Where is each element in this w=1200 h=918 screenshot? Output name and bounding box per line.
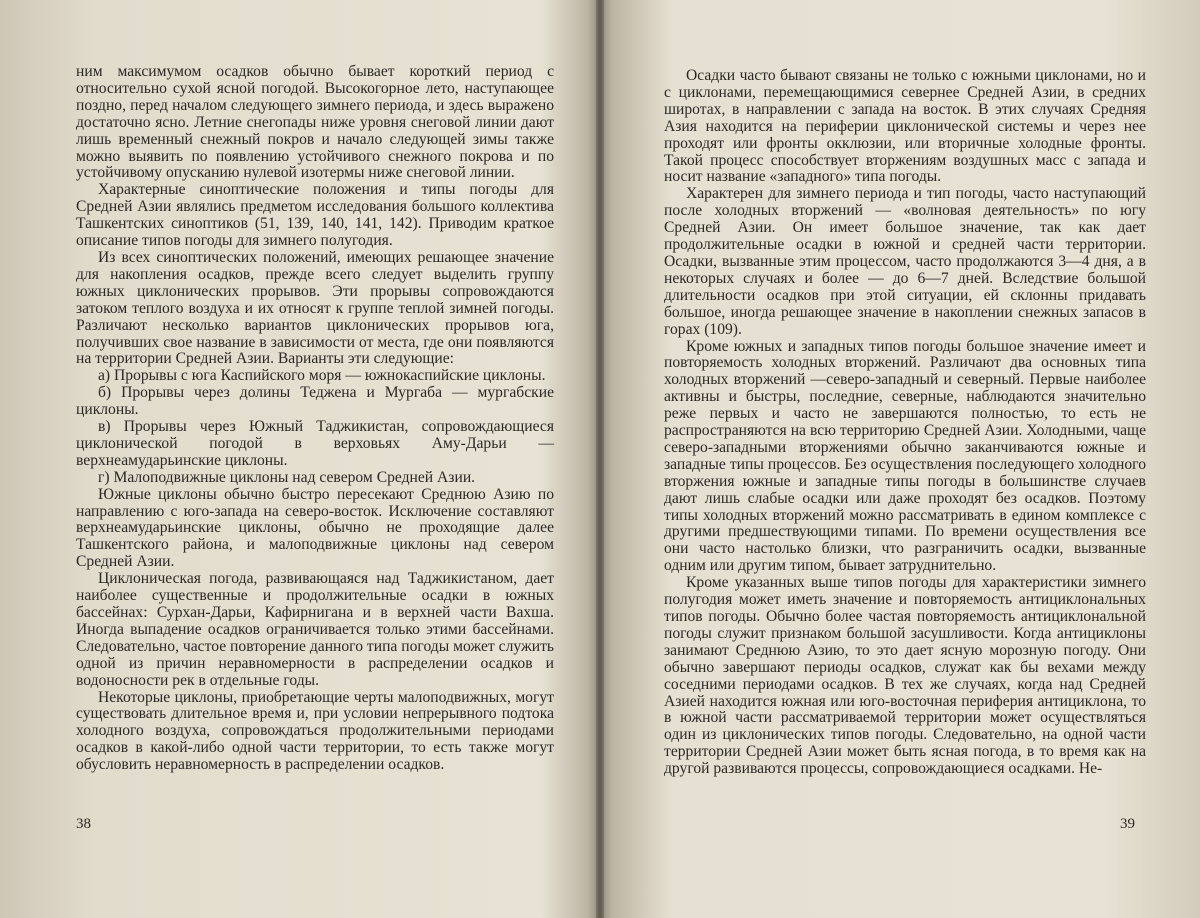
paragraph: Кроме южных и западных типов погоды большое значение имеет и повторяемость холодных вторжений. Различают два основных типа холодных вторжений —северо-западный и северный. Первые наиболее активны и быстры, последние, северные, наблюдаются значительно реже первых и часто не завершаются полностью, то есть не распространяются на всю территорию Средней Азии. Холодными, чаще северо-западными вторжениями обычно заканчиваются южные и западные типы процессов. Без осуществления последующего холодного вторжения южные и западные типы погоды в большинстве случаев дают лишь слабые осадки или даже проходят без осадков. Поэтому типы холодных вторжений можно рассматривать в едином комплексе с другими предшествующими типами. По времени осуществления все они часто настолько близки, что разграничить осадки, вызванные одним или другим типом, бывает затруднительно. bbox=[664, 337, 1146, 575]
paragraph: Циклоническая погода, развивающаяся над Таджикистаном, дает наиболее существенные и продолжительные осадки в южных бассейнах: Сурхан-Дарьи, Кафирнигана и в верхней части Вахша. Иногда выпадение осадков ограничивается только этими бассейнами. Следовательно, частое повторение данного типа погоды может служить одной из причин неравномерности в распределении осадков и водоносности рек в отдельные годы. bbox=[76, 570, 554, 689]
paragraph: Характерные синоптические положения и типы погоды для Средней Азии являлись предметом исследования большого коллектива Ташкентских синоптиков (51, 139, 140, 141, 142). Приводим краткое описание типов погоды для зимнего полугодия. bbox=[76, 181, 554, 250]
left-page bbox=[0, 0, 596, 918]
paragraph: Южные циклоны обычно быстро пересекают Среднюю Азию по направлению с юго-запада на северо-восток. Исключение составляют верхнеамударьинские циклоны, обычно не проходящие далее Ташкентского района, и малоподвижные циклоны над севером Средней Азии. bbox=[76, 485, 554, 571]
book-gutter bbox=[596, 0, 604, 918]
list-item: а) Прорывы с юга Каспийского моря — южнокаспийские циклоны. bbox=[98, 367, 546, 385]
list-item: г) Малоподвижные циклоны над севером Средней Азии. bbox=[98, 468, 476, 486]
left-page-text bbox=[76, 64, 554, 774]
paragraph: Кроме указанных выше типов погоды для характеристики зимнего полугодия может иметь значение и повторяемость антициклональных типов погоды. Обычно более частая повторяемость антициклональной погоды служит признаком большой засушливости. Когда антициклоны занимают Среднюю Азию, то это дает ясную морозную погоду. Они обычно завершают периоды осадков, служат как бы вехами между соседними периодами осадков. В тех же случаях, когда над Средней Азией находится южная или юго-восточная периферия антициклона, то в южной части рассматриваемой территории может осуществляться один из циклонических типов погоды. Следовательно, на одной части территории Средней Азии может быть ясная погода, в то время как на другой развиваются процессы, сопровождающиеся осадками. Не- bbox=[664, 574, 1146, 778]
page-number: 39 bbox=[1120, 816, 1135, 832]
page-number: 38 bbox=[76, 816, 91, 832]
paragraph: ним максимумом осадков обычно бывает короткий период с относительно сухой ясной погодой. Высокогорное лето, наступающее поздно, перед началом следующего зимнего периода, и здесь выражено достаточно ясно. Летние снегопады ниже уровня снеговой линии дают лишь временный снежный покров и начало следующей зимы также можно выявить по появлению устойчивого снежного покрова и по устойчивому опусканию нулевой изотермы ниже снеговой линии. bbox=[76, 63, 554, 182]
paragraph: Осадки часто бывают связаны не только с южными циклонами, но и с циклонами, перемещающимися севернее Средней Азии, в средних широтах, в направлении с запада на восток. В этих случаях Средняя Азия находится на периферии циклонической системы и через нее проходят или фронты окклюзии, или вторичные холодные фронты. Такой процесс способствует вторжениям воздушных масс с запада и носит название «западного» типа погоды. bbox=[664, 67, 1146, 186]
paragraph: Из всех синоптических положений, имеющих решающее значение для накопления осадков, прежде всего следует выделить группу южных циклонических прорывов. Эти прорывы сопровождаются затоком теплого воздуха и их относят к группе теплой зимней погоды. Различают несколько вариантов циклонических прорывов юга, получивших свое название в зависимости от места, где они появляются на территории Средней Азии. Варианты эти следующие: bbox=[76, 248, 554, 368]
list-item: в) Прорывы через Южный Таджикистан, сопровождающиеся циклонической погодой в верховьях Аму-Дарьи — верхнеамударьинские циклоны. bbox=[76, 418, 554, 469]
paragraph: Характерен для зимнего периода и тип погоды, часто наступающий после холодных вторжений — «волновая деятельность» по югу Средней Азии. Он имеет большое значение, так как дает продолжительные осадки в южной и средней части территории. Осадки, вызванные этим процессом, часто продолжаются 3—4 дня, а в некоторых случаях и более — до 6—7 дней. Вследствие большой длительности осадков при этой ситуации, ей склонны придавать большое, иногда решающее значение в накоплении снежных запасов в горах (109). bbox=[664, 185, 1146, 338]
right-page-text bbox=[664, 68, 1146, 778]
right-page bbox=[604, 0, 1200, 918]
list-item: б) Прорывы через долины Теджена и Мургаба — мургабские циклоны. bbox=[76, 384, 554, 419]
paragraph: Некоторые циклоны, приобретающие черты малоподвижных, могут существовать длительное время и, при условии непрерывного подтока холодного воздуха, сопровождаться продолжительными периодами осадков в какой-либо одной части территории, то есть также могут обусловить неравномерность в распределении осадков. bbox=[76, 688, 554, 774]
